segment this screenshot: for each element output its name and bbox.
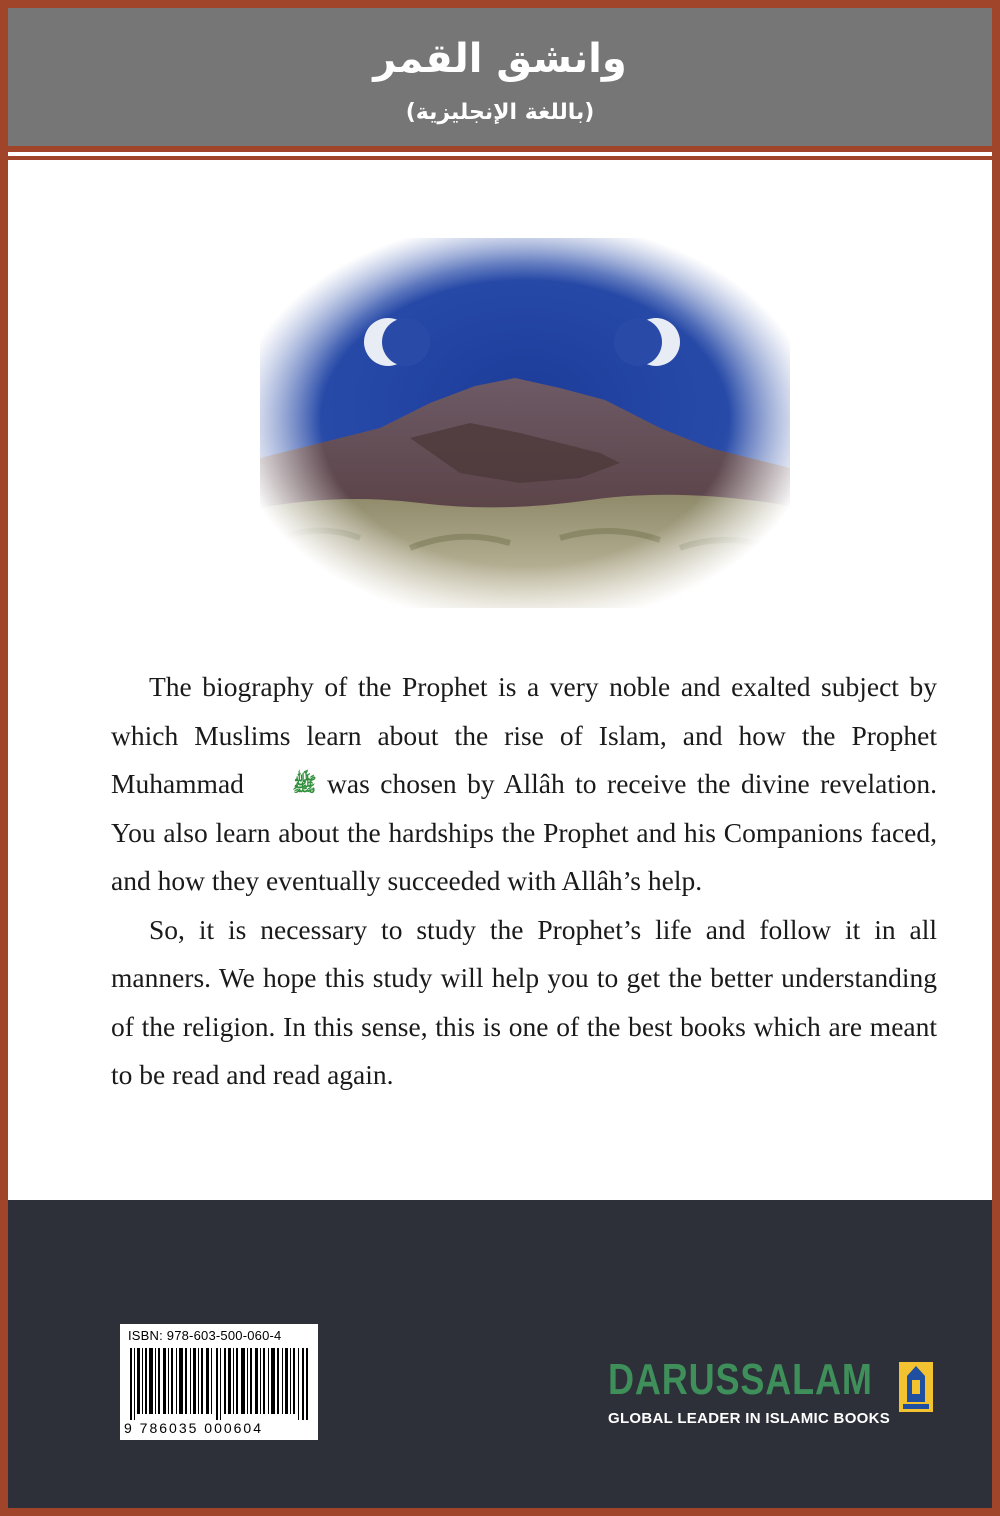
paragraph-1-part-1: The biography of the Prophet is a very noble and exalted subject by which Muslims learn about the rise of Islam, and how the Prophet Muhammad [111,671,937,799]
barcode-bars-icon [130,1348,308,1420]
divider-rule-lower [8,156,992,160]
paragraph-1 [111,663,937,906]
publisher-brand [608,1355,891,1427]
mountain-two-moons-image [260,238,790,608]
isbn-label: ISBN: 978-603-500-060-4 [128,1328,282,1343]
pbuh-symbol-icon: ﷺ [292,772,317,796]
isbn-barcode [120,1324,318,1440]
darussalam-logo-icon [899,1362,933,1412]
paragraph-2: So, it is necessary to study the Prophet’s life and follow it in all manners. We hope this study will help you to get the better understanding of the religion. In this sense, this is one of the best books which are meant to be read and read again. [111,913,937,1090]
title-banner [8,8,992,146]
paragraph-1-part-2: was chosen by Allâh to receive the divine revelation. You also learn about the hardships the Prophet and his Companions faced, and how they eventually succeeded with Allâh’s help. [111,768,937,896]
description-text [111,663,937,1100]
book-back-cover [8,8,992,1508]
publisher-tagline: GLOBAL LEADER IN ISLAMIC BOOKS [608,1410,891,1427]
arabic-title: وانشق القمر [373,36,627,82]
arabic-subtitle: (باللغة الإنجليزية) [405,100,595,125]
barcode-digits: 9 786035 000604 [124,1420,263,1436]
publisher-name: DARUSSALAM [608,1355,873,1404]
